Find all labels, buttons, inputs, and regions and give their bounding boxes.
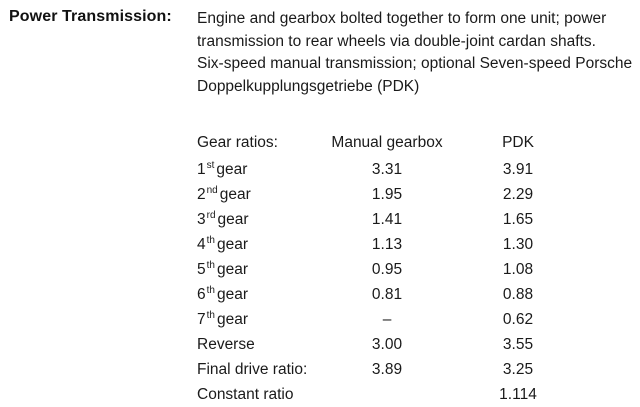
- constant-ratio-label: Constant ratio: [197, 386, 294, 403]
- pdk-ratio-value: 1.65: [502, 211, 534, 228]
- gear-word: gear: [219, 186, 251, 203]
- gear-ratio-row: [197, 207, 637, 232]
- gear-word: gear: [216, 311, 248, 328]
- manual-ratio-value: –: [382, 311, 392, 328]
- description-line: Doppelkupplungsgetriebe (PDK): [197, 77, 420, 95]
- gear-ordinal-suffix: st: [206, 160, 215, 171]
- constant-ratio-row: [197, 382, 637, 407]
- gear-label: [197, 157, 247, 182]
- pdk-ratio-value: 0.62: [502, 311, 534, 328]
- pdk-ratio-value: 3.55: [502, 336, 534, 353]
- manual-ratio-value: 0.81: [371, 286, 403, 303]
- gear-label: [197, 207, 249, 232]
- gear-word: gear: [216, 236, 248, 253]
- reverse-label: Reverse: [197, 336, 255, 353]
- gear-ordinal-suffix: th: [206, 310, 215, 321]
- gear-ratio-row: [197, 307, 637, 332]
- manual-gearbox-header: Manual gearbox: [331, 134, 443, 151]
- description-line: Engine and gearbox bolted together to form one unit; power: [197, 10, 607, 27]
- pdk-header: PDK: [502, 134, 534, 151]
- gear-ratio-row: [197, 232, 637, 257]
- gear-ratio-header-row: [197, 130, 637, 157]
- gear-label: [197, 282, 248, 307]
- gear-ratio-row: [197, 282, 637, 307]
- manual-ratio-value: 1.41: [371, 211, 403, 228]
- manual-ratio-value: 0.95: [371, 261, 403, 278]
- gear-word: gear: [216, 261, 248, 278]
- final-drive-label: Final drive ratio:: [197, 361, 308, 378]
- pdk-ratio-value: 1.114: [499, 386, 537, 403]
- gear-ratio-row: [197, 157, 637, 182]
- gear-ratio-row: [197, 257, 637, 282]
- gear-ordinal-suffix: nd: [206, 185, 218, 196]
- manual-ratio-value: 3.89: [371, 361, 403, 378]
- manual-ratio-value: 1.13: [371, 236, 403, 253]
- final-drive-ratio-row: [197, 357, 637, 382]
- reverse-ratio-row: [197, 332, 637, 357]
- pdk-ratio-value: 3.91: [502, 161, 534, 178]
- gear-ratio-table: [197, 130, 637, 407]
- pdk-ratio-value: 1.30: [502, 236, 534, 253]
- gear-number: 5: [197, 261, 206, 278]
- pdk-ratio-value: 2.29: [502, 186, 534, 203]
- gear-ratio-row: [197, 182, 637, 207]
- gear-number: 2: [197, 186, 206, 203]
- gear-number: 6: [197, 286, 206, 303]
- gear-word: gear: [216, 161, 248, 178]
- manual-ratio-value: 3.00: [371, 336, 403, 353]
- manual-ratio-value: 3.31: [371, 161, 403, 178]
- pdk-ratio-value: 3.25: [502, 361, 534, 378]
- gear-ratios-header: Gear ratios:: [197, 134, 278, 151]
- gear-ordinal-suffix: th: [206, 260, 215, 271]
- gear-word: gear: [216, 286, 248, 303]
- section-label: Power Transmission:: [9, 8, 172, 25]
- gear-word: gear: [217, 211, 249, 228]
- description-line: Six-speed manual transmission; optional Seven-speed Porsche: [197, 55, 633, 72]
- gear-label: [197, 307, 248, 332]
- description-line: transmission to rear wheels via double-joint cardan shafts.: [197, 32, 596, 50]
- pdk-ratio-value: 0.88: [502, 286, 534, 303]
- gear-number: 7: [197, 311, 206, 328]
- gear-number: 4: [197, 236, 206, 253]
- gear-ordinal-suffix: rd: [206, 210, 216, 221]
- gear-ordinal-suffix: th: [206, 285, 215, 296]
- gear-number: 1: [197, 161, 206, 178]
- gear-label: [197, 257, 248, 282]
- gear-label: [197, 182, 251, 207]
- transmission-description: [197, 8, 637, 98]
- gear-number: 3: [197, 211, 206, 228]
- manual-ratio-value: 1.95: [371, 186, 403, 203]
- gear-label: [197, 232, 248, 257]
- gear-ordinal-suffix: th: [206, 235, 215, 246]
- pdk-ratio-value: 1.08: [502, 261, 534, 278]
